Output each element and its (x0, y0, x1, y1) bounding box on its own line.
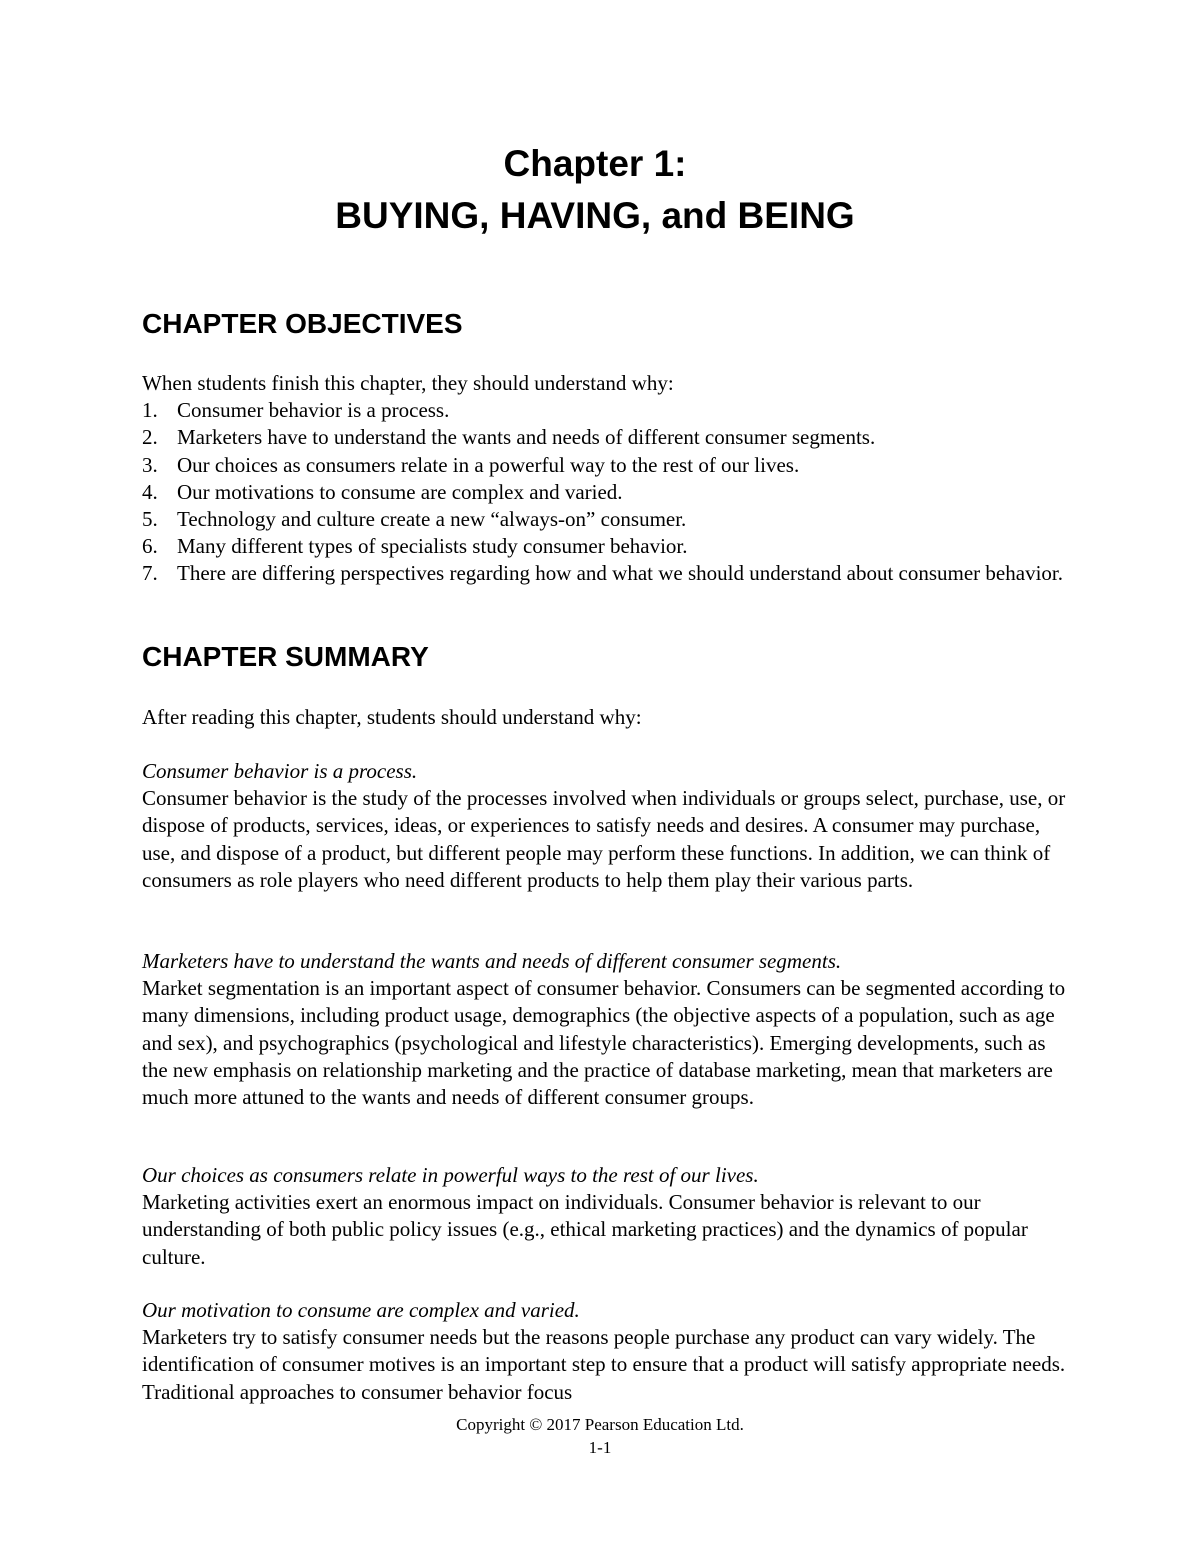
summary-section (142, 1162, 1072, 1271)
objective-item: 1. Consumer behavior is a process. (142, 398, 450, 423)
objective-item: 2. Marketers have to understand the wants and needs of different consumer segments. (142, 425, 876, 450)
summary-section-heading: Our choices as consumers relate in powerful ways to the rest of our lives. (142, 1163, 759, 1187)
objective-item: 7. There are differing perspectives regarding how and what we should understand about consumer behavior. (142, 561, 1063, 586)
summary-section-body: Marketers try to satisfy consumer needs but the reasons people purchase any product can vary widely. The identification of consumer motives is an important step to ensure that a product will satisfy appropriate needs. Traditional approaches to consumer behavior focus (142, 1325, 1066, 1404)
copyright-text: Copyright © 2017 Pearson Education Ltd. (456, 1415, 744, 1434)
objectives-intro: When students finish this chapter, they should understand why: (142, 371, 674, 395)
page-footer (0, 1413, 1200, 1459)
objectives-block (142, 370, 1072, 588)
objective-item: 3. Our choices as consumers relate in a powerful way to the rest of our lives. (142, 452, 800, 477)
chapter-name: BUYING, HAVING, and BEING (335, 195, 855, 236)
page-number: 1-1 (588, 1438, 612, 1457)
chapter-number: Chapter 1: (503, 143, 687, 184)
summary-intro: After reading this chapter, students should understand why: (142, 705, 642, 729)
summary-section-heading: Consumer behavior is a process. (142, 759, 418, 783)
summary-section-body: Market segmentation is an important aspect of consumer behavior. Consumers can be segmented according to many dimensions, including product usage, demographics (the objective aspects of a population, such as age and sex), and psychographics (psychological and lifestyle characteristics). Emerging developments, such as the new emphasis on relationship marketing and the practice of database marketing, mean that marketers are much more attuned to the wants and needs of different consumer groups. (142, 976, 1066, 1110)
objective-item: 6. Many different types of specialists study consumer behavior. (142, 534, 688, 559)
summary-section-heading: Marketers have to understand the wants and needs of different consumer segments. (142, 949, 842, 973)
objectives-list (142, 397, 1072, 587)
objective-item: 5. Technology and culture create a new “always-on” consumer. (142, 507, 687, 532)
summary-section (142, 758, 1072, 894)
summary-section (142, 948, 1072, 1111)
objectives-heading: CHAPTER OBJECTIVES (142, 308, 463, 339)
summary-section-body: Consumer behavior is the study of the processes involved when individuals or groups select, purchase, use, or dispose of products, services, ideas, or experiences to satisfy needs and desires. A consumer may purchase, use, and dispose of a product, but different people may perform these functions. In addition, we can think of consumers as role players who need different products to help them play their various parts. (142, 786, 1066, 892)
summary-section (142, 1297, 1072, 1406)
summary-section-body: Marketing activities exert an enormous impact on individuals. Consumer behavior is relevant to our understanding of both public policy issues (e.g., ethical marketing practices) and the dynamics of popular culture. (142, 1190, 1028, 1269)
chapter-title (0, 138, 1190, 242)
summary-section-heading: Our motivation to consume are complex and varied. (142, 1298, 580, 1322)
objective-item: 4. Our motivations to consume are complex and varied. (142, 479, 623, 504)
summary-heading: CHAPTER SUMMARY (142, 641, 429, 672)
